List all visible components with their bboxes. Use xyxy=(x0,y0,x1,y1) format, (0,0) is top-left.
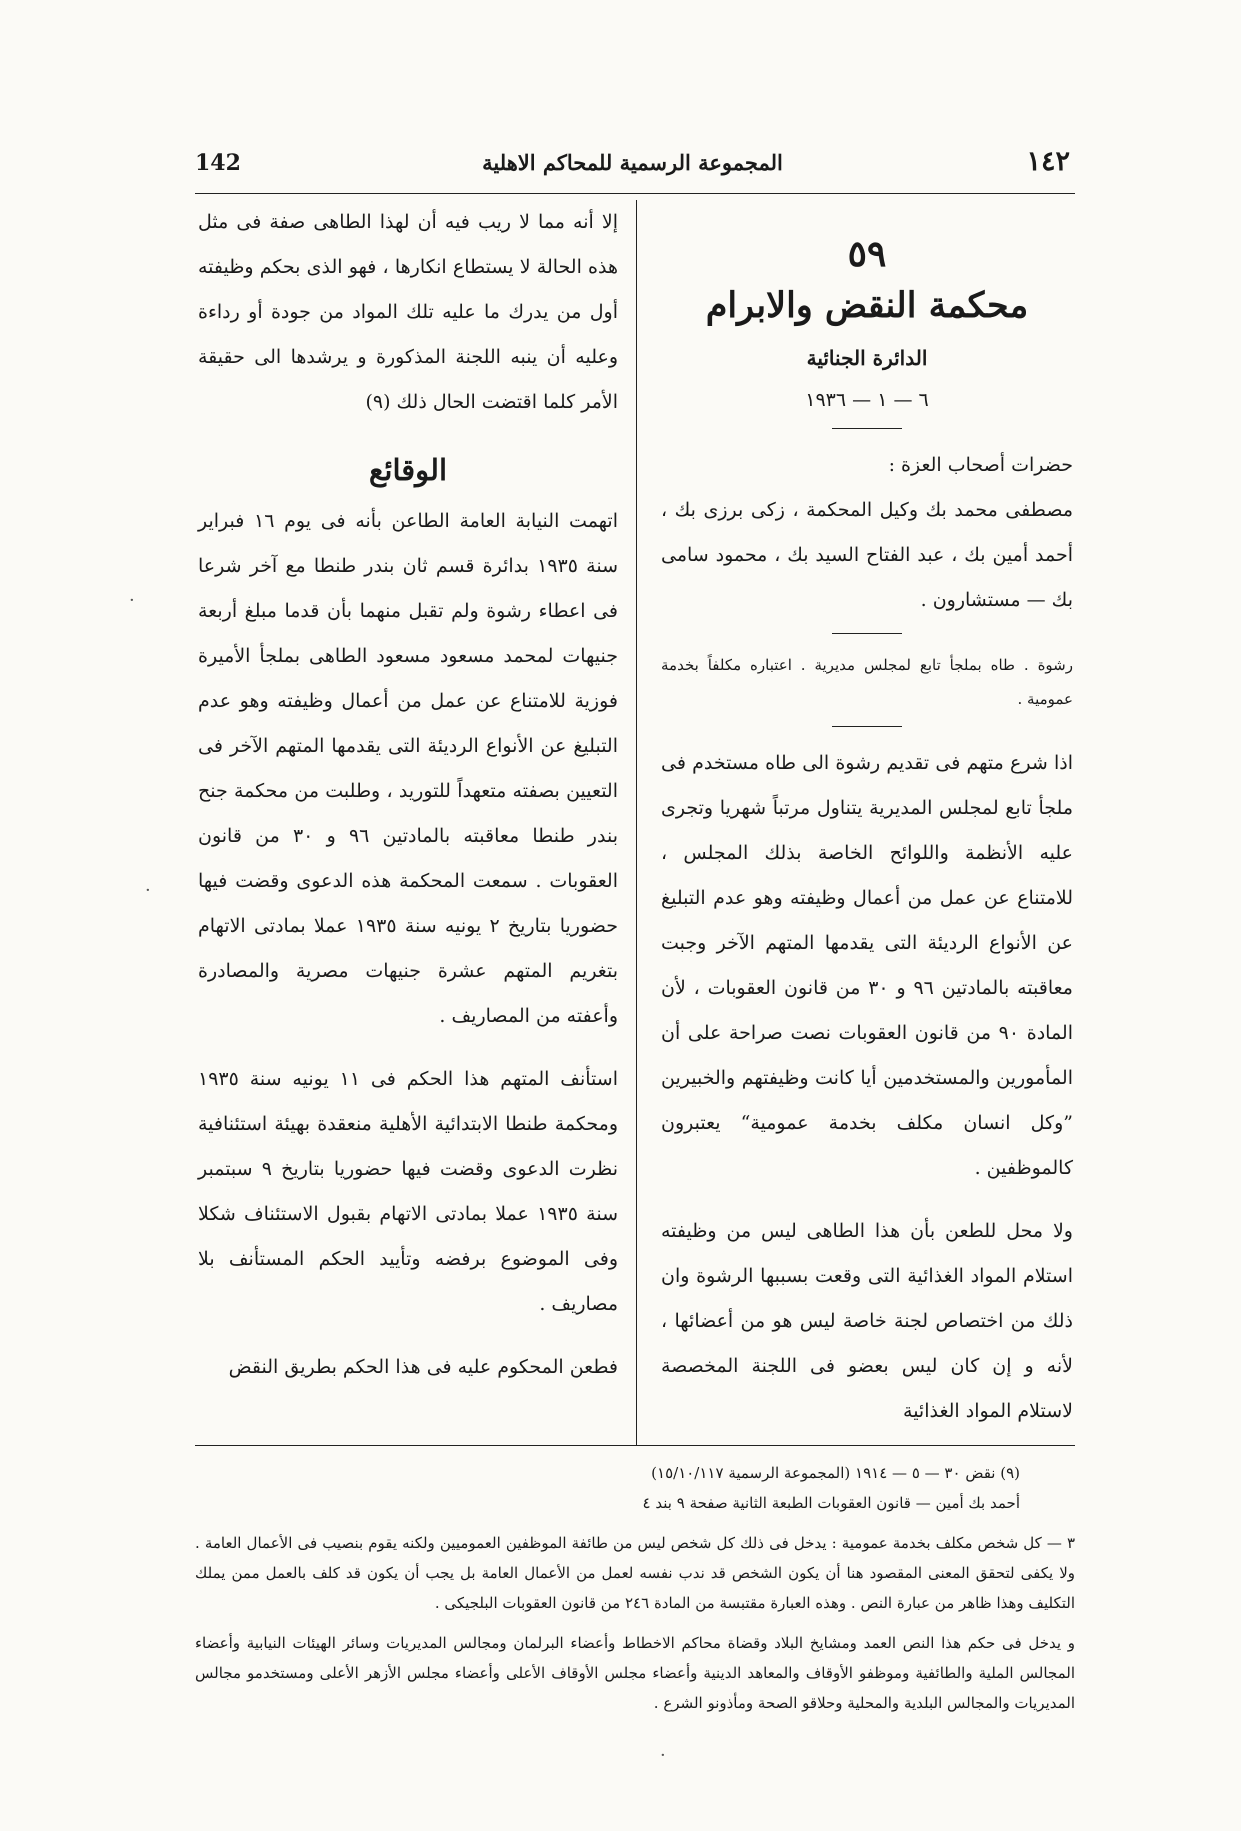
headnote: رشوة . طاه بملجأ تابع لمجلس مديرية . اعتباره مكلفاً بخدمة عمومية . xyxy=(661,656,1073,708)
page-number-latin: 142 xyxy=(195,150,241,176)
short-rule xyxy=(832,633,902,634)
court-name: محكمة النقض والابرام xyxy=(705,285,1029,326)
scan-speck: · xyxy=(129,590,135,611)
footnote: أحمد بك أمين — قانون العقوبات الطبعة الثانية صفحة ٩ بند ٤ xyxy=(642,1494,1020,1512)
footnote: (٩) نقض ٣٠ — ٥ — ١٩١٤ (المجموعة الرسمية ١٥/١٠/١١٧) xyxy=(651,1464,1020,1482)
scan-speck: · xyxy=(660,1745,666,1766)
facts-paragraph: فطعن المحكوم عليه فى هذا الحكم بطريق النقض xyxy=(228,1356,618,1378)
page-number-arabic: ١٤٢ xyxy=(1026,146,1070,177)
principle-paragraph: اذا شرع متهم فى تقديم رشوة الى طاه مستخدم فى ملجأ تابع لمجلس المديرية يتناول مرتباً شهريا وتجرى عليه الأنظمة واللوائح الخاصة بذلك المجلس ، للامتناع عن عمل من أعمال وظيفته وهو عدم التبليغ عن الأنواع الرديئة التى يقدمها المتهم الآخر وجبت معاقبته بالمادتين ٩٦ و ٣٠ من قانون العقوبات ، لأن المادة ٩٠ من قانون العقوبات نصت صراحة على أن المأمورين والمستخدمين أيا كانت وظيفتهم والخبيرين ”وكل انسان مكلف بخدمة عمومية“ يعتبرون كالموظفين . xyxy=(661,752,1073,1179)
footnotes xyxy=(195,1458,1075,1718)
facts-paragraph: استأنف المتهم هذا الحكم فى ١١ يونيه سنة ١٩٣٥ ومحكمة طنطا الابتدائية الأهلية منعقدة بهيئة استئنافية نظرت الدعوى وقضت فيها حضوريا بتاريخ ٩ سبتمبر سنة ١٩٣٥ عملا بمادتى الاتهام بقبول الاستئناف شكلا وفى الموضوع برفضه وتأييد الحكم المستأنف بلا مصاريف . xyxy=(198,1068,618,1315)
footnote: ٣ — كل شخص مكلف بخدمة عمومية : يدخل فى ذلك كل شخص ليس من طائفة الموظفين العموميين ولكنه يقوم بنصيب فى الأعمال العامة . ولا يكفى لتحقق المعنى المقصود هنا أن يكون الشخص قد ندب نفسه لعمل من الأعمال العامة بل يجب أن يكون قد كلف بالعمل ممن يملك التكليف وهذا ظاهر من عبارة النص . وهذه العبارة مقتبسة من المادة ٢٤٦ من قانون العقوبات البلجيكى . xyxy=(195,1534,1075,1612)
judges-list: مصطفى محمد بك وكيل المحكمة ، زكى برزى بك ، أحمد أمين بك ، عبد الفتاح السيد بك ، محمود سامى بك — مستشارون . xyxy=(661,499,1073,611)
continuation-paragraph: إلا أنه مما لا ريب فيه أن لهذا الطاهى صفة فى مثل هذه الحالة لا يستطاع انكارها ، فهو الذى بحكم وظيفته أول من يدرك ما عليه تلك المواد من جودة أو رداءة وعليه أن ينبه اللجنة المذكورة و يرشدها الى حقيقة الأمر كلما اقتضت الحال ذلك (٩) xyxy=(198,211,618,413)
header-rule xyxy=(195,193,1075,194)
left-column xyxy=(198,200,618,1390)
judgment-date: ٦ — ١ — ١٩٣٦ xyxy=(805,389,929,411)
running-header xyxy=(195,146,1070,190)
circuit-name: الدائرة الجنائية xyxy=(806,346,928,370)
footnote-rule xyxy=(195,1445,1075,1446)
facts-paragraph: اتهمت النيابة العامة الطاعن بأنه فى يوم ١٦ فبراير سنة ١٩٣٥ بدائرة قسم ثان بندر طنطا مع آخر شرعا فى اعطاء رشوة ولم تقبل منهما بأن قدما مبلغ أربعة جنيهات لمحمد مسعود مسعود الطاهى بملجأ الأميرة فوزية للامتناع عن عمل من أعمال وظيفته وهو عدم التبليغ عن الأنواع الرديئة التى يقدمها المتهم الآخر فى التعيين بصفته متعهداً للتوريد ، وطلبت من محكمة جنح بندر طنطا معاقبته بالمادتين ٩٦ و ٣٠ من قانون العقوبات . سمعت المحكمة هذه الدعوى وقضت فيها حضوريا بتاريخ ٢ يونيه سنة ١٩٣٥ عملا بمادتى الاتهام بتغريم المتهم عشرة جنيهات مصرية والمصادرة وأعفته من المصاريف . xyxy=(198,510,619,1027)
judges-intro: حضرات أصحاب العزة : xyxy=(888,454,1073,476)
right-column xyxy=(661,200,1073,1434)
footnote: و يدخل فى حكم هذا النص العمد ومشايخ البلاد وقضاة محاكم الاخطاط وأعضاء البرلمان ومجالس المديريات وسائر الهيئات النيابية وأعضاء المجالس الملية والطائفية وموظفو الأوقاف والمعاهد الدينية وأعضاء مجلس الأوقاف الأعلى وأعضاء مجلس الأزهر الأعلى ومستخدمو مجالس المديريات والمجالس البلدية والمحلية وحلاقو الصحة ومأذونو الشرع . xyxy=(195,1634,1075,1712)
principle-paragraph: ولا محل للطعن بأن هذا الطاهى ليس من وظيفته استلام المواد الغذائية التى وقعت بسببها الرشوة وان ذلك من اختصاص لجنة خاصة ليس هو من أعضائها ، لأنه و إن كان ليس بعضو فى اللجنة المخصصة لاستلام المواد الغذائية xyxy=(661,1220,1073,1422)
header-title: المجموعة الرسمية للمحاكم الاهلية xyxy=(482,150,783,175)
short-rule xyxy=(832,428,902,429)
facts-heading: الوقائع xyxy=(368,453,448,487)
scan-speck: · xyxy=(145,880,151,901)
short-rule xyxy=(832,726,902,727)
case-number: ٥٩ xyxy=(847,233,887,275)
column-divider xyxy=(636,200,637,1445)
